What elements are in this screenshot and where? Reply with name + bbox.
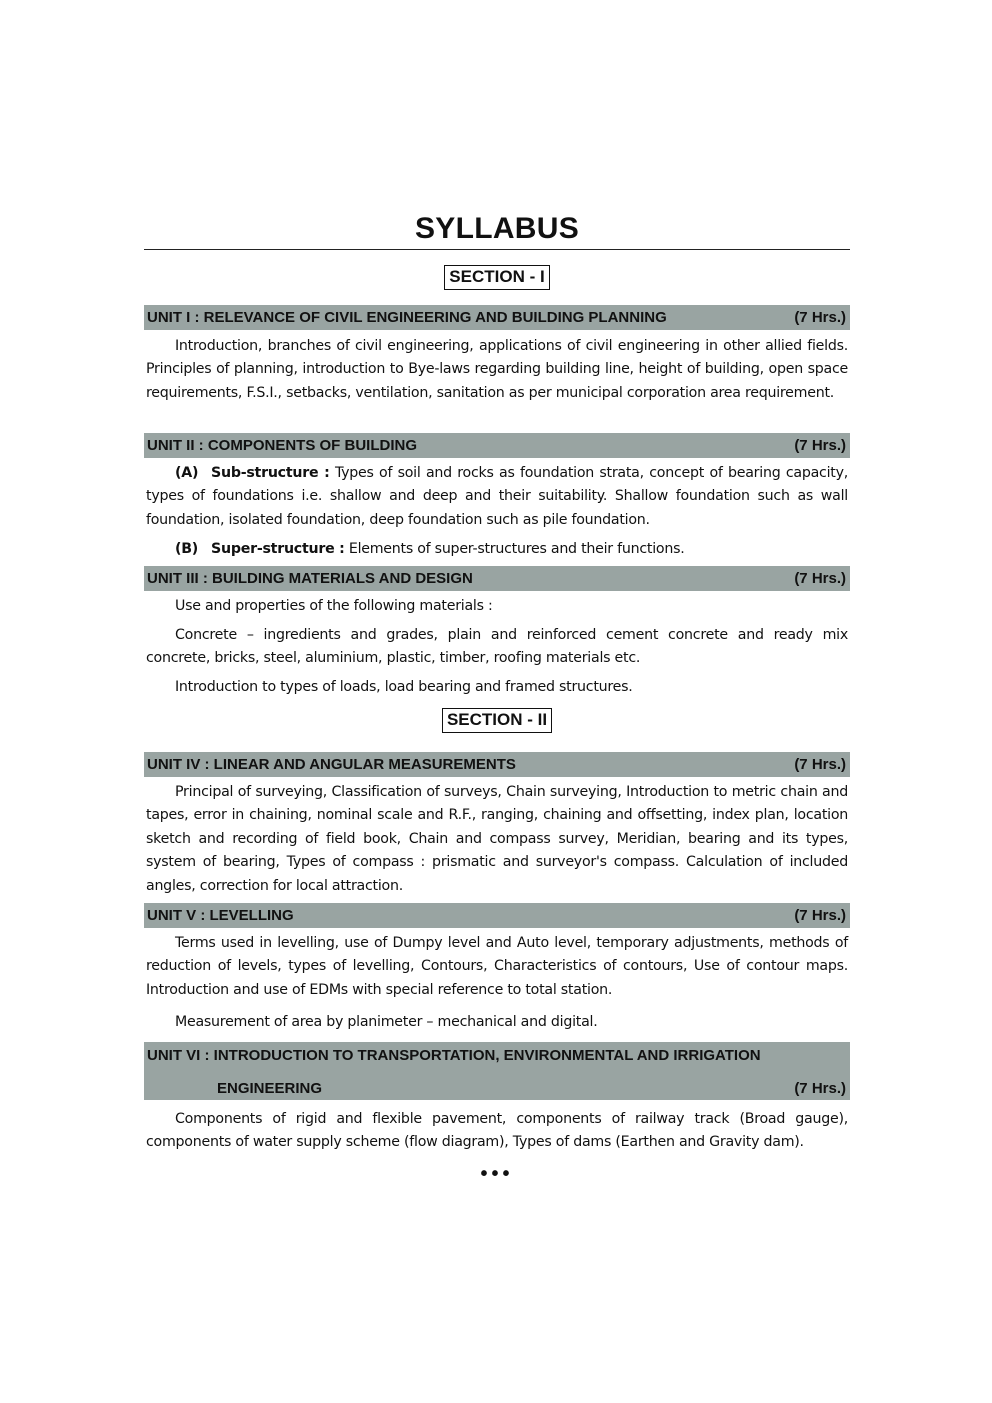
unit-6-header <box>144 1042 850 1100</box>
unit-5-header <box>144 903 850 928</box>
section-1-heading <box>144 265 850 290</box>
section-2-label: SECTION - II <box>442 708 552 733</box>
unit-3-title: UNIT III : BUILDING MATERIALS AND DESIGN <box>147 570 473 587</box>
unit-2-hours: (7 Hrs.) <box>794 437 846 454</box>
unit-2-part-b <box>146 538 848 561</box>
unit-4-title: UNIT IV : LINEAR AND ANGULAR MEASUREMENTS <box>147 756 516 773</box>
section-1-label: SECTION - I <box>444 265 549 290</box>
unit-4-text: Principal of surveying, Classification of surveys, Chain surveying, Introduction to metric chain and tapes, error in chaining, nominal scale and R.F., ranging, chaining and offsetting, index plan, location sketch and recording of field book, Chain and compass survey, Meridian, bearing and its types, system of bearing, Types of compass : prismatic and surveyor's compass. Calculation of included angles, correction for local attraction. <box>146 784 848 894</box>
unit-3-hours: (7 Hrs.) <box>794 570 846 587</box>
end-of-syllabus-mark: ••• <box>480 1163 514 1185</box>
unit-1-hours: (7 Hrs.) <box>794 309 846 326</box>
unit-1-title: UNIT I : RELEVANCE OF CIVIL ENGINEERING AND BUILDING PLANNING <box>147 309 667 326</box>
unit-3-text-2: Concrete – ingredients and grades, plain and reinforced cement concrete and ready mix concrete, bricks, steel, aluminium, plastic, timber, roofing materials etc. <box>146 627 848 667</box>
part-a-text: Types of soil and rocks as foundation strata, concept of bearing capacity, types of foundations i.e. shallow and deep and their suitability. Shallow foundation such as wall foundation, isolated foundation, deep foundation such as pile foundation. <box>146 465 848 528</box>
part-a-label: (A) <box>175 465 199 481</box>
unit-2-part-a <box>146 462 848 532</box>
unit-5-text-1: Terms used in levelling, use of Dumpy level and Auto level, temporary adjustments, methods of reduction of levels, types of levelling, Contours, Characteristics of contours, Use of contour maps. Introduction and use of EDMs with special reference to total station. <box>146 935 848 998</box>
part-a-term: Sub-structure : <box>211 465 330 481</box>
unit-3-text-1: Use and properties of the following materials : <box>175 598 493 614</box>
unit-3-text-3: Introduction to types of loads, load bearing and framed structures. <box>175 679 633 695</box>
unit-1-text: Introduction, branches of civil engineering, applications of civil engineering in other allied fields. Principles of planning, introduction to Bye-laws regarding building line, height of building, open space requirements, F.S.I., setbacks, ventilation, sanitation as per municipal corporation area requirement. <box>146 338 848 401</box>
unit-4-hours: (7 Hrs.) <box>794 756 846 773</box>
unit-2-header <box>144 433 850 458</box>
unit-5-hours: (7 Hrs.) <box>794 907 846 924</box>
section-2-heading <box>144 708 850 733</box>
unit-6-text: Components of rigid and flexible pavement, components of railway track (Broad gauge), components of water supply scheme (flow diagram), Types of dams (Earthen and Gravity dam). <box>146 1111 848 1151</box>
unit-1-header <box>144 305 850 330</box>
unit-6-title-line-2: ENGINEERING <box>217 1080 323 1097</box>
unit-3-header <box>144 566 850 591</box>
part-b-text: Elements of super-structures and their functions. <box>344 541 685 557</box>
unit-6-title-line-1: UNIT VI : INTRODUCTION TO TRANSPORTATION, ENVIRONMENTAL AND IRRIGATION <box>147 1047 761 1064</box>
unit-5-title: UNIT V : LEVELLING <box>147 907 294 924</box>
unit-6-hours: (7 Hrs.) <box>794 1080 846 1097</box>
unit-5-text-2: Measurement of area by planimeter – mechanical and digital. <box>175 1014 598 1030</box>
unit-4-header <box>144 752 850 777</box>
page-title: SYLLABUS <box>414 212 580 245</box>
title-rule <box>144 249 850 250</box>
unit-2-title: UNIT II : COMPONENTS OF BUILDING <box>147 437 417 454</box>
part-b-label: (B) <box>175 541 199 557</box>
part-b-term: Super-structure : <box>211 541 345 557</box>
